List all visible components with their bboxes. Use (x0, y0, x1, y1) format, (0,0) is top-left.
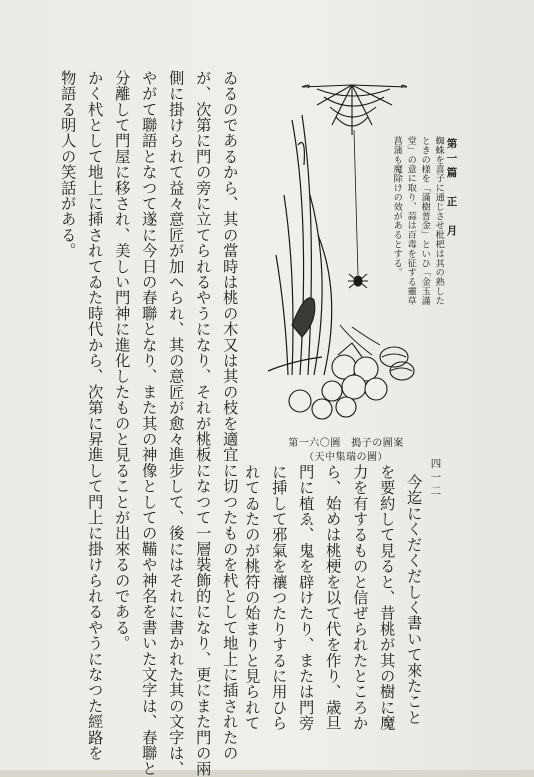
text-column: が、次第に門の旁に立てられるやうになり、それが桃板になつて一層裝飾的になり、更にまた門の兩 (194, 70, 213, 777)
caption-line: 堂」の意に取り、蒜は百毒を征する靈草 (405, 136, 417, 306)
caption-line: ときの様を「滿樹普金」といひ「金玉滿 (419, 136, 431, 306)
text-column: 分離して門屋に移され、美しい門神に進化したものと見ることが出來るのである。 (113, 70, 132, 651)
text-column: 力を有するものと信ぜられたところか (351, 464, 370, 731)
caption-line: 菖蒲も魔除けの效があるとする。 (391, 136, 403, 277)
caption-line: 蜘蛛を喜子に通じさせ枇杷は其の熟した (433, 136, 445, 306)
text-column: ら、始めは桃梗を以て代を作り、歳旦 (324, 464, 343, 731)
text-column: 門に植ゑ、鬼を辟けたり、または門旁 (297, 464, 316, 731)
text-column: 今迄にくだくだしく書いて來たこと (405, 474, 424, 726)
text-column: 側に掛けられて益々意匠が加へられ、其の意匠が愈々進步して、後にはそれに書かれた其の文字は、 (167, 70, 186, 777)
chapter-header: 第一篇 正 月 (445, 138, 458, 240)
text-column: やがて聯語となつて遂に今日の春聯となり、また其の神像としての鞴や神名を書いた文字は、春聯と (140, 70, 159, 777)
text-column: かく杙として地上に揷されてゐた時代から、次第に昇進して門上に掛けられるやうになつた經路を (86, 70, 105, 761)
page-number: 四一二 (429, 458, 442, 499)
text-column: れてゐたのが桃符の始まりと見られて (243, 464, 262, 731)
figure-title: 第一六〇圖 搗子の圖案 (288, 438, 404, 449)
text-column: を要約して見ると、昔桃が其の樹に魔 (378, 464, 397, 731)
text-column: に挿して邪氣を禳つたりするに用ひら (270, 464, 289, 731)
text-column: ゐるのであるから、其の當時は桃の木又は其の枝を適宜に切つたものを杙として地上に插されたの (221, 70, 240, 761)
figure-subtitle: （天中集瑞の圖） (304, 452, 388, 463)
text-column: 物語る明人の笑話がある。 (59, 70, 78, 259)
